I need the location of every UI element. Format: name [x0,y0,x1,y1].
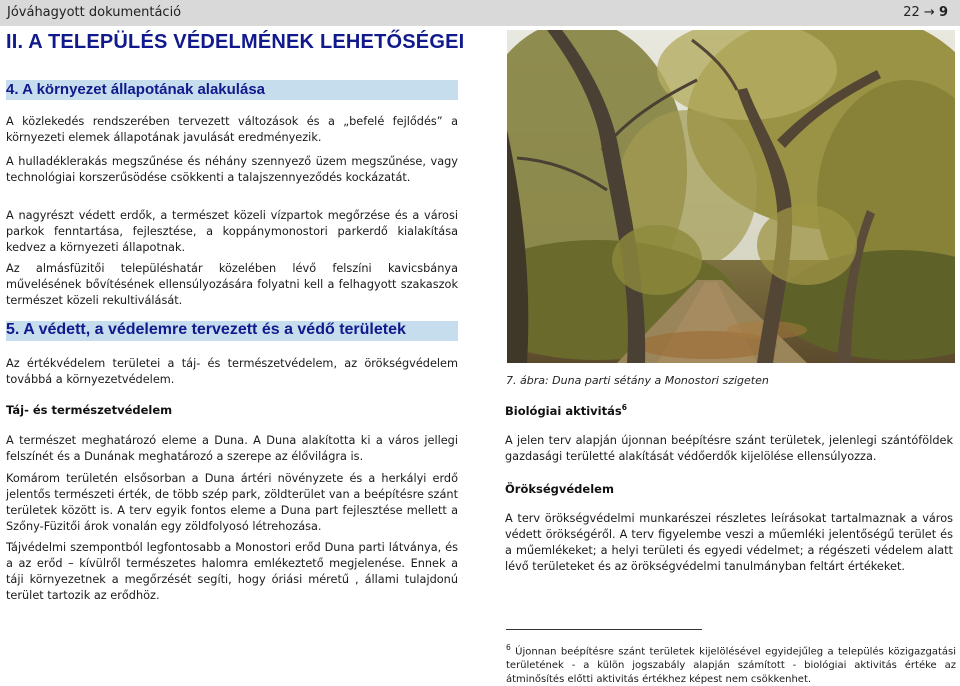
heritage-text-wrap [505,511,953,575]
subheading-landscape-protection: Táj- és természetvédelem [6,403,173,417]
footnote-mark: 6 [506,643,511,652]
biological-activity-heading: Biológiai aktivitás [505,403,622,418]
section-5-intro: Az értékvédelem területei a táj- és természetvédelem, az örökségvédelem továbbá a környezetvédelem. [6,357,458,386]
section-4-para-1-wrap [6,114,458,146]
footnote-divider [506,629,702,630]
section-5-title: 5. A védett, a védelemre tervezett és a védő területek [6,321,406,338]
section-5-paragraph: Tájvédelmi szempontból legfontosabb a Monostori erőd Duna parti látványa, és a az erőd – kívülről természetes halomra emlékeztető megjelenése. Ennek a táji környezetnek a megőrzését segíti, hogy óriási méretű , állami tulajdonú terület tartozik az erődhöz. [6,541,458,602]
subheading-biological-activity [505,403,953,418]
section-4-paragraph: Az almásfüzitői településhatár közelében lévő felszíni kavicsbánya művelésének bővítésének ellensúlyozására folyatni kell a felhagyott szakaszok természet közeli rekultiválását. [6,262,458,307]
footnote [506,641,956,686]
biological-activity-text-wrap [505,433,953,465]
page-current: 22 [903,5,920,20]
subheading-heritage-protection: Örökségvédelem [505,482,614,496]
running-header [0,0,960,26]
arrow-right-icon: → [923,5,935,20]
page-total: 9 [938,5,948,20]
section-5-intro-wrap [6,356,458,388]
section-4-title: 4. A környezet állapotának alakulása [6,81,266,98]
section-4-para-3-wrap [6,208,458,256]
photo-illustration [507,30,955,363]
biological-activity-text: A jelen terv alapján újonnan beépítésre szánt területek, jelenlegi szántóföldek gazdasági területté alakítását védőerdők kijelölése ellensúlyozza. [505,434,953,463]
section-5-paragraph: Komárom területén elsősorban a Duna ártéri növényzete és a herkályi erdő jelentős természeti érték, de több szép park, zöldterület van a beépítésre szánt területek között is. A terv egyik fontos eleme a Duna part fejlesztése mellett a Szőny-Füzitői árok vonalán egy zöldfolyosó létrehozása. [6,472,458,533]
chapter-title: II. A TELEPÜLÉS VÉDELMÉNEK LEHETŐSÉGEI [6,31,465,53]
section-5-para-2-wrap [6,471,458,535]
riverside-promenade-photo [507,30,955,363]
footnote-reference: 6 [621,403,627,412]
section-4-paragraph: A közlekedés rendszerében tervezett változások és a „befelé fejlődés” a környezeti elemek állapotának javulását eredményezik. [6,115,458,144]
page-number [903,5,948,20]
section-5-para-3-wrap [6,540,458,604]
section-5-paragraph: A természet meghatározó eleme a Duna. A Duna alakította ki a város jellegi felszínét és a Dunának meghatározó a szerepe az élővilágra is. [6,434,458,463]
figure-caption: 7. ábra: Duna parti sétány a Monostori szigeten [506,374,769,387]
document-status-label: Jóváhagyott dokumentáció [7,5,182,20]
footnote-text: Újonnan beépítésre szánt területek kijelölésével egyidejűleg a település közigazgatási területének - a külön jogszabály alapján számított - biológiai aktivitás értéke az átminősítés előtti aktivitás értékhez képest nem csökkenhet. [506,646,956,686]
section-4-para-4-wrap [6,261,458,309]
section-5-para-1-wrap [6,433,458,465]
section-4-paragraph: A hulladéklerakás megszűnése és néhány szennyező üzem megszűnése, vagy technológiai korszerűsödése csökkenti a talajszennyeződés kockázatát. [6,155,458,184]
heritage-text: A terv örökségvédelmi munkarészei részletes leírásokat tartalmaznak a város védett örökségéről. A terv figyelembe veszi a műemléki jelentőségű terület és a műemlékeket; a helyi területi és egyedi védelmet; a régészeti védelem alatt lévő területeket és az örökségvédelmi tanulmányban feltárt értékeket. [505,512,953,573]
section-4-paragraph: A nagyrészt védett erdők, a természet közeli vízpartok megőrzése és a városi parkok fenntartása, fejlesztése, a koppánymonostori parkerdő kialakítása kedvez a környezeti állapotnak. [6,209,458,254]
section-4-para-2-wrap [6,154,458,186]
